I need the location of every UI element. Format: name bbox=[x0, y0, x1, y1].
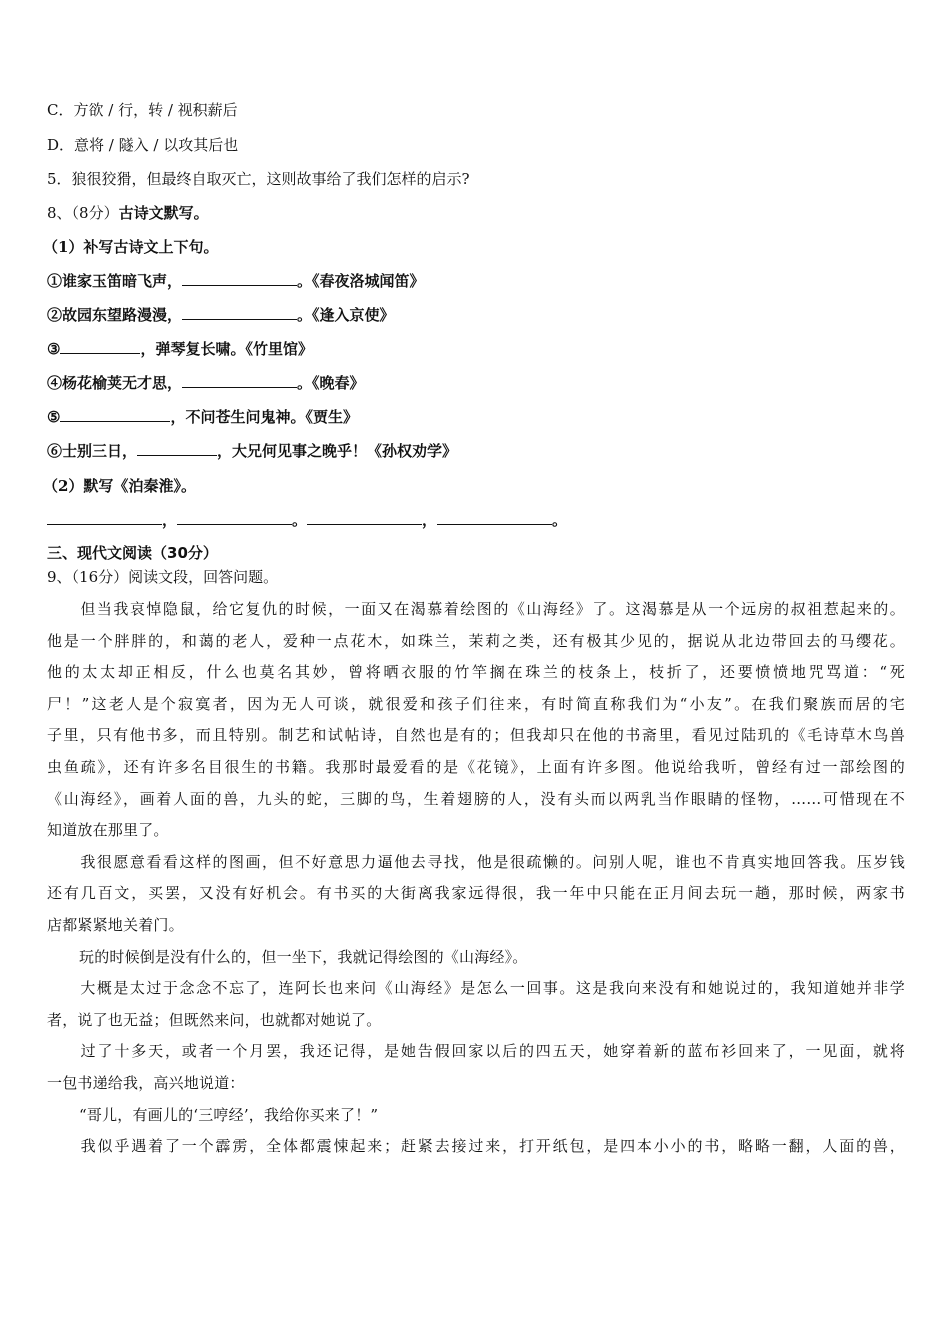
answer-blank[interactable] bbox=[182, 271, 297, 286]
passage-line: 但当我哀悼隐鼠，给它复仇的时候，一面又在渴慕着绘图的《山海经》了。这渴慕是从一个远房的叔祖惹起来的。 bbox=[79, 600, 905, 618]
passage-line: 知道放在那里了。 bbox=[47, 821, 169, 840]
answer-blank[interactable] bbox=[437, 510, 552, 525]
question-8-sub1: （1）补写古诗文上下句。 bbox=[43, 238, 219, 256]
passage-line: 虫鱼疏》，还有许多名目很生的书籍。我那时最爱看的是《花镜》，上面有许多图。他说给我听，曾经有过一部绘图的 bbox=[47, 757, 905, 776]
passage-line: 他的太太却正相反，什么也莫名其妙，曾将晒衣服的竹竿搁在珠兰的枝条上，枝折了，还要愤愤地咒骂道：“死 bbox=[47, 663, 905, 682]
poem-line-2 bbox=[47, 305, 395, 325]
answer-blank[interactable] bbox=[177, 510, 292, 525]
passage-line: 我似乎遇着了一个霹雳，全体都震悚起来；赶紧去接过来，打开纸包，是四本小小的书，略略一翻，人面的兽， bbox=[79, 1137, 905, 1156]
poem-line-3-post: ，弹琴复长啸。《竹里馆》 bbox=[140, 340, 313, 358]
answer-blank[interactable] bbox=[60, 339, 140, 354]
poem-line-5 bbox=[47, 407, 358, 427]
passage bbox=[47, 594, 905, 1163]
option-d: D．意将 / 隧入 / 以攻其后也 bbox=[47, 136, 239, 154]
question-8-sub2: （2）默写《泊秦淮》。 bbox=[43, 477, 196, 495]
passage-line: 者，说了也无益；但既然来问，也就都对她说了。 bbox=[47, 1010, 382, 1029]
poem-line-3 bbox=[47, 339, 313, 359]
poem-line-5-pre: ⑤ bbox=[47, 408, 61, 426]
passage-line: 《山海经》，画着人面的兽，九头的蛇，三脚的鸟，生着翅膀的人，没有头而以两乳当作眼睛的怪物，……可惜现在不 bbox=[47, 789, 905, 808]
poem-line-6-pre: ⑥士别三日， bbox=[47, 442, 138, 460]
passage-line: 他是一个胖胖的，和蔼的老人，爱种一点花木，如珠兰，茉莉之类，还有极其少见的，据说从北边带回去的马缨花。 bbox=[47, 631, 905, 650]
question-8-number: 8、（8分） bbox=[47, 204, 119, 222]
passage-line: 店都紧紧地关着门。 bbox=[47, 915, 184, 934]
punct: 。 bbox=[552, 511, 568, 529]
poem-line-6-post: ，大兄何见事之晚乎！《孙权劝学》 bbox=[217, 442, 458, 460]
passage-line: 还有几百文，买罢，又没有好机会。有书买的大街离我家远得很，我一年中只能在正月间去玩一趟，那时候，两家书 bbox=[47, 884, 905, 903]
poem-line-3-pre: ③ bbox=[47, 340, 61, 358]
poem-line-5-post: ，不问苍生问鬼神。《贾生》 bbox=[170, 408, 358, 426]
answer-blank[interactable] bbox=[182, 373, 297, 388]
passage-line: 一包书递给我，高兴地说道： bbox=[47, 1073, 245, 1092]
punct: 。 bbox=[292, 511, 308, 529]
answer-blank[interactable] bbox=[47, 510, 162, 525]
passage-line: “哥儿，有画儿的‘三哼经’，我给你买来了！” bbox=[79, 1105, 379, 1124]
poem-line-1-pre: ①谁家玉笛暗飞声， bbox=[47, 272, 183, 290]
question-5: 5．狼很狡猾，但最终自取灭亡，这则故事给了我们怎样的启示? bbox=[47, 170, 470, 188]
poem-line-6 bbox=[47, 441, 457, 461]
punct: ， bbox=[422, 511, 438, 529]
passage-line: 玩的时候倒是没有什么的，但一坐下，我就记得绘图的《山海经》。 bbox=[79, 947, 528, 966]
section-3-heading: 三、现代文阅读（30分） bbox=[47, 544, 218, 562]
poem-line-2-pre: ②故园东望路漫漫， bbox=[47, 306, 183, 324]
option-c: C．方欲 / 行，转 / 视积薪后 bbox=[47, 101, 238, 119]
poem-line-1-post: 。《春夜洛城闻笛》 bbox=[297, 272, 425, 290]
passage-line: 大概是太过于念念不忘了，连阿长也来问《山海经》是怎么一回事。这是我向来没有和她说过的，我知道她并非学 bbox=[79, 979, 905, 998]
answer-blank[interactable] bbox=[60, 407, 170, 422]
passage-line: 子里，只有他书多，而且特别。制艺和试帖诗，自然也是有的；但我却只在他的书斋里，看见过陆玑的《毛诗草木鸟兽 bbox=[47, 726, 905, 745]
passage-line: 尸！”这老人是个寂寞者，因为无人可谈，就很爱和孩子们往来，有时简直称我们为“小友”。在我们聚族而居的宅 bbox=[47, 694, 905, 713]
passage-line: 我很愿意看看这样的图画，但不好意思力逼他去寻找，他是很疏懒的。问别人呢，谁也不肯真实地回答我。压岁钱 bbox=[79, 852, 905, 871]
question-8-header bbox=[47, 203, 209, 223]
poem-blank-line bbox=[47, 510, 567, 530]
question-9: 9、（16分）阅读文段，回答问题。 bbox=[47, 568, 279, 586]
answer-blank[interactable] bbox=[307, 510, 422, 525]
answer-blank[interactable] bbox=[182, 305, 297, 320]
poem-line-4-post: 。《晚春》 bbox=[297, 374, 365, 392]
passage-line: 过了十多天，或者一个月罢，我还记得，是她告假回家以后的四五天，她穿着新的蓝布衫回来了，一见面，就将 bbox=[79, 1042, 905, 1061]
poem-line-2-post: 。《逢入京使》 bbox=[297, 306, 395, 324]
question-8-title: 古诗文默写。 bbox=[118, 204, 209, 222]
answer-blank[interactable] bbox=[137, 441, 217, 456]
poem-line-4-pre: ④杨花榆荚无才思， bbox=[47, 374, 183, 392]
poem-line-4 bbox=[47, 373, 365, 393]
poem-line-1 bbox=[47, 271, 425, 291]
punct: ， bbox=[162, 511, 178, 529]
